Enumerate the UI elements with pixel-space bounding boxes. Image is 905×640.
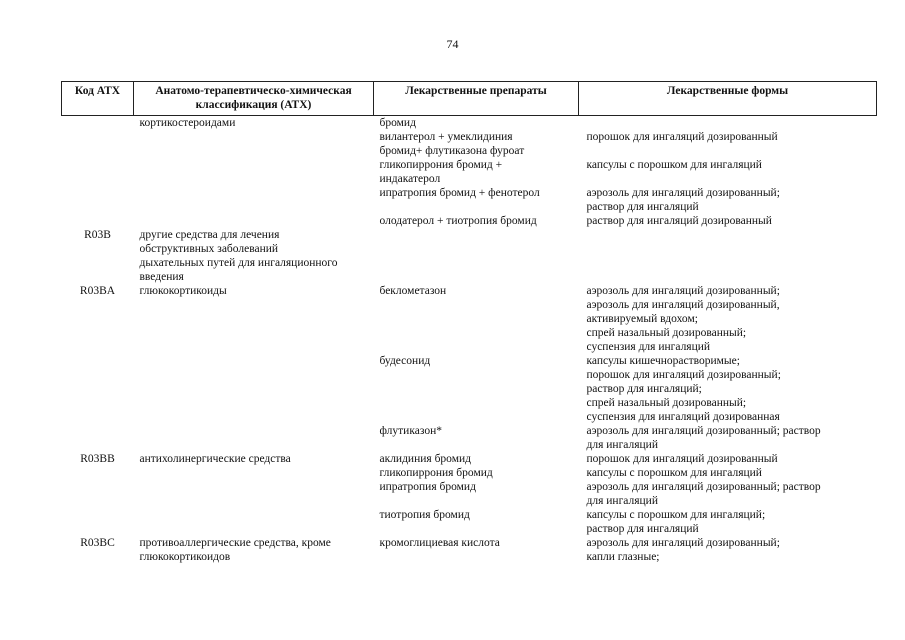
atc-code-cell xyxy=(62,424,134,452)
atc-code-cell: R03BB xyxy=(80,453,115,465)
table-row xyxy=(62,284,877,354)
atc-code-cell xyxy=(62,116,134,131)
classification-cell-line xyxy=(140,480,370,494)
table-row xyxy=(62,130,877,158)
drug-cell-line: индакатерол xyxy=(379,173,441,185)
table-row xyxy=(62,508,877,536)
classification-cell xyxy=(134,354,374,424)
atc-code-cell: R03BC xyxy=(80,537,115,549)
dosage-form-cell-line: порошок для ингаляций дозированный xyxy=(586,453,778,465)
classification-cell-line xyxy=(140,130,370,144)
dosage-form-cell xyxy=(579,354,877,424)
atc-code-cell: R03BA xyxy=(79,285,116,297)
dosage-form-cell-line: раствор для ингаляций xyxy=(586,201,699,213)
drug-cell-line: бромид+ флутиказона фуроат xyxy=(379,145,525,157)
classification-cell-line xyxy=(140,466,370,480)
classification-cell xyxy=(134,214,374,228)
classification-cell-line: антихолинергические средства xyxy=(139,453,291,465)
dosage-form-cell xyxy=(579,158,877,186)
classification-cell-line xyxy=(140,508,370,522)
drug-cell xyxy=(374,158,579,186)
header-atc-code: Код АТХ xyxy=(62,82,134,116)
dosage-form-cell-line xyxy=(587,116,873,130)
drug-cell-line: тиотропия бромид xyxy=(379,509,470,521)
header-dosage-forms: Лекарственные формы xyxy=(579,82,877,116)
atc-code-cell: R03B xyxy=(84,229,111,241)
dosage-form-cell-line: капсулы с порошком для ингаляций xyxy=(586,159,762,171)
table-row xyxy=(62,480,877,508)
dosage-form-cell xyxy=(579,480,877,508)
dosage-form-cell-line: спрей назальный дозированный; xyxy=(586,327,747,339)
dosage-form-cell xyxy=(579,228,877,284)
dosage-form-cell-line: аэрозоль для ингаляций дозированный; xyxy=(586,285,780,297)
classification-cell-line xyxy=(140,354,370,368)
drug-cell xyxy=(374,536,579,564)
classification-cell xyxy=(134,452,374,466)
drug-cell xyxy=(374,186,579,214)
drug-cell-line: вилантерол + умеклидиния xyxy=(379,131,513,143)
drug-cell-line: олодатерол + тиотропия бромид xyxy=(379,215,537,227)
classification-cell xyxy=(134,284,374,354)
drug-cell-line: беклометазон xyxy=(379,285,447,297)
drug-cell-line: флутиказон* xyxy=(379,425,442,437)
drug-cell xyxy=(374,214,579,228)
dosage-form-cell-line: аэрозоль для ингаляций дозированный; xyxy=(586,187,780,199)
dosage-form-cell-line: капсулы с порошком для ингаляций xyxy=(586,467,762,479)
atc-code-cell xyxy=(62,466,134,480)
table-row xyxy=(62,228,877,284)
table-row xyxy=(62,424,877,452)
dosage-form-cell-line: суспензия для ингаляций xyxy=(586,341,711,353)
dosage-form-cell-line: аэрозоль для ингаляций дозированный; раствор xyxy=(586,425,821,437)
dosage-form-cell-line: капсулы с порошком для ингаляций; xyxy=(586,509,766,521)
dosage-form-cell-line: порошок для ингаляций дозированный xyxy=(586,131,778,143)
dosage-form-cell-line: активируемый вдохом; xyxy=(586,313,698,325)
atc-code-cell xyxy=(62,186,134,214)
dosage-form-cell xyxy=(579,186,877,214)
table-row xyxy=(62,536,877,564)
classification-cell-line xyxy=(140,158,370,172)
atc-code-cell xyxy=(62,480,134,508)
dosage-form-cell-line: порошок для ингаляций дозированный; xyxy=(586,369,781,381)
table-row xyxy=(62,452,877,466)
atc-code-cell xyxy=(62,214,134,228)
table-row xyxy=(62,158,877,186)
dosage-form-cell-line: аэрозоль для ингаляций дозированный; раствор xyxy=(586,481,821,493)
drug-cell xyxy=(374,466,579,480)
drug-cell-line: гликопиррония бромид xyxy=(379,467,493,479)
classification-cell xyxy=(134,130,374,158)
classification-cell xyxy=(134,228,374,284)
classification-cell-line: дыхательных путей для ингаляционного xyxy=(139,257,338,269)
header-drugs: Лекарственные препараты xyxy=(374,82,579,116)
drug-cell-line: ипратропия бромид + фенотерол xyxy=(379,187,540,199)
table-row xyxy=(62,186,877,214)
dosage-form-cell-line: раствор для ингаляций дозированный xyxy=(586,215,772,227)
drug-cell-line: кромоглициевая кислота xyxy=(379,537,500,549)
dosage-form-cell xyxy=(579,214,877,228)
classification-cell xyxy=(134,158,374,186)
atc-code-cell xyxy=(62,130,134,158)
dosage-form-cell-line: раствор для ингаляций xyxy=(586,523,699,535)
dosage-form-cell-line: для ингаляций xyxy=(586,439,658,451)
classification-cell xyxy=(134,466,374,480)
drug-cell xyxy=(374,424,579,452)
drug-cell-line xyxy=(380,228,575,242)
classification-cell-line: глюкокортикоидов xyxy=(139,551,231,563)
header-atc-classification: Анатомо-терапевтическо-химическая классификация (АТХ) xyxy=(134,82,374,116)
classification-cell xyxy=(134,536,374,564)
drug-cell xyxy=(374,116,579,131)
classification-cell-line: противоаллергические средства, кроме xyxy=(139,537,331,549)
dosage-form-cell-line: аэрозоль для ингаляций дозированный, xyxy=(586,299,780,311)
dosage-form-cell xyxy=(579,466,877,480)
dosage-form-cell-line: аэрозоль для ингаляций дозированный; xyxy=(586,537,780,549)
dosage-form-cell xyxy=(579,508,877,536)
drug-cell xyxy=(374,130,579,158)
atc-code-cell xyxy=(62,158,134,186)
classification-cell-line: глюкокортикоиды xyxy=(139,285,227,297)
classification-cell-line: введения xyxy=(139,271,184,283)
drug-cell xyxy=(374,452,579,466)
dosage-form-cell xyxy=(579,130,877,158)
atc-table xyxy=(61,81,877,564)
table-header-row xyxy=(62,82,877,116)
classification-cell-line xyxy=(140,186,370,200)
dosage-form-cell xyxy=(579,284,877,354)
classification-cell xyxy=(134,186,374,214)
table-row xyxy=(62,466,877,480)
drug-cell-line: бромид xyxy=(379,117,416,129)
drug-cell-line: ипратропия бромид xyxy=(379,481,476,493)
classification-cell xyxy=(134,480,374,508)
drug-cell-line: аклидиния бромид xyxy=(379,453,471,465)
page-number: 74 xyxy=(446,37,459,51)
drug-cell-line: будесонид xyxy=(379,355,431,367)
drug-cell xyxy=(374,480,579,508)
table-body xyxy=(62,116,877,565)
dosage-form-cell xyxy=(579,536,877,564)
dosage-form-cell xyxy=(579,424,877,452)
classification-cell xyxy=(134,116,374,131)
table-row xyxy=(62,214,877,228)
dosage-form-cell-line: раствор для ингаляций; xyxy=(586,383,702,395)
drug-cell-line: гликопиррония бромид + xyxy=(379,159,503,171)
classification-cell-line: обструктивных заболеваний xyxy=(139,243,279,255)
atc-code-cell xyxy=(62,354,134,424)
classification-cell-line xyxy=(140,214,370,228)
atc-code-cell xyxy=(62,508,134,536)
dosage-form-cell xyxy=(579,116,877,131)
drug-cell xyxy=(374,508,579,536)
dosage-form-cell-line xyxy=(587,228,873,242)
table-row xyxy=(62,116,877,131)
drug-cell xyxy=(374,354,579,424)
dosage-form-cell xyxy=(579,452,877,466)
drug-cell xyxy=(374,228,579,284)
table-row xyxy=(62,354,877,424)
dosage-form-cell-line: для ингаляций xyxy=(586,495,658,507)
classification-cell-line: другие средства для лечения xyxy=(139,229,280,241)
classification-cell-line xyxy=(140,424,370,438)
classification-cell-line: кортикостероидами xyxy=(139,117,236,129)
dosage-form-cell-line: суспензия для ингаляций дозированная xyxy=(586,411,780,423)
dosage-form-cell-line: спрей назальный дозированный; xyxy=(586,397,747,409)
dosage-form-cell-line: капсулы кишечнорастворимые; xyxy=(586,355,740,367)
classification-cell xyxy=(134,508,374,536)
dosage-form-cell-line: капли глазные; xyxy=(586,551,660,563)
classification-cell xyxy=(134,424,374,452)
drug-cell xyxy=(374,284,579,354)
